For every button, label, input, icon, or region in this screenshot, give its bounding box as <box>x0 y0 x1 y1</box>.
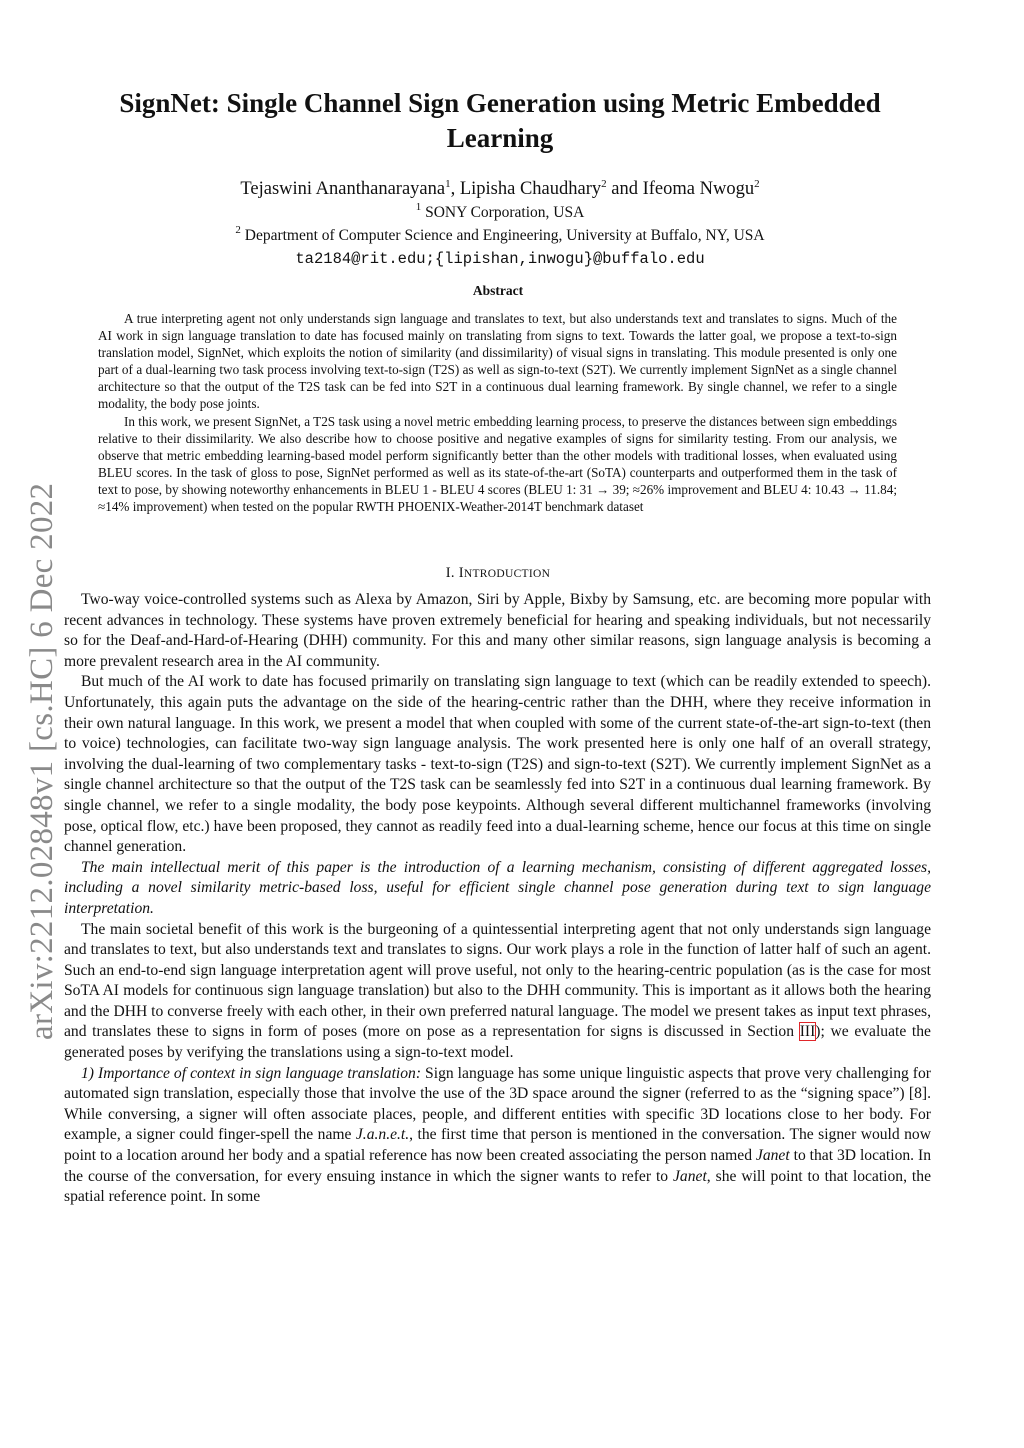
author: Tejaswini Ananthanarayana <box>240 179 446 199</box>
arxiv-stamp: arXiv:2212.02848v1 [cs.HC] 6 Dec 2022 <box>24 482 60 1040</box>
paragraph: 1) Importance of context in sign language translation: Sign language has some unique linguistic aspects that prove very challenging for automated sign translation, especially those that involve the use of the 3D space around the signer (referred to as the “signing space”) [8]. While conversing, a signer will often associate places, people, and different entities with specific 3D locations close to her body. For example, a signer could finger-spell the name J.a.n.e.t., the first time that person is mentioned in the conversation. The signer would now point to a location around her body and a spatial reference has now been created associating the person named Janet to that 3D location. In the course of the conversation, for every ensuing instance in which the signer wants to refer to Janet, she will point to that location, the spatial reference point. In some <box>64 1064 931 1206</box>
abstract-heading: Abstract <box>472 283 524 298</box>
body-text <box>64 590 931 1208</box>
author: Lipisha Chaudhary <box>459 179 602 199</box>
section-heading: I. INTRODUCTION <box>445 565 551 581</box>
abstract-paragraph: A true interpreting agent not only understands sign language and translates to text, but also understands text and translates to signs. Much of the AI work in sign language translation to date has focused mainly on translating from signs to text. Towards the latter goal, we propose a text-to-sign translation model, SignNet, which exploits the notion of similarity (and dissimilarity) of visual signs in translating. This module presented is only one part of a dual-learning two task process involving text-to-sign (T2S) as well as sign-to-text (S2T). We currently implement SignNet as a single channel architecture so that the output of the T2S task can be fed into S2T in a continuous dual learning framework. By single channel, we refer to a single modality, the body pose joints. <box>98 311 897 412</box>
paper-title: SignNet: Single Channel Sign Generation using Metric Embedded Learning <box>119 88 881 153</box>
author: Ifeoma Nwogu <box>642 179 755 199</box>
paragraph: The main societal benefit of this work is the burgeoning of a quintessential interpreting agent that not only understands sign language and translates to text, but also understands text and translates to signs. Our work plays a role in the function of latter half of such an agent. Such an end-to-end sign language interpretation agent will prove useful, not only to the hearing-centric population (as is the case for most SoTA AI models for continuous sign language translation) but also to the DHH community. This is important as it allows both the hearing and the DHH to converse freely with each other, in their own preferred natural language. The model we present takes as input text phrases, and translates these to signs in form of poses (more on pose as a representation for signs is discussed in Section III); we evaluate the generated poses by verifying the translations using a sign-to-text model. <box>64 920 931 1062</box>
subsection-heading: 1) Importance of context in sign language translation: <box>81 1064 422 1082</box>
email-line: ta2184@rit.edu;{lipishan,inwogu}@buffalo.edu <box>295 250 705 268</box>
abstract-paragraph: In this work, we present SignNet, a T2S task using a novel metric embedding learning process, to preserve the distances between sign embeddings relative to their dissimilarity. We also describe how to choose positive and negative examples of signs for similarity testing. From our analysis, we observe that metric embedding learning-based model perform significantly better than the other models with traditional losses, when evaluated using BLEU scores. In the task of gloss to pose, SignNet performed as well as its state-of-the-art (SoTA) counterparts and outperformed them in the task of text to pose, by showing noteworthy enhancements in BLEU 1 - BLEU 4 scores (BLEU 1: 31 → 39; ≈26% improvement and BLEU 4: 10.43 → 11.84; ≈14% improvement) when tested on the popular RWTH PHOENIX-Weather-2014T benchmark dataset <box>98 413 897 515</box>
paragraph: But much of the AI work to date has focused primarily on translating sign language to text (which can be readily extended to speech). Unfortunately, this again puts the advantage on the side of the hearing-centric rather than the DHH, where they receive information in their own natural language. In this work, we present a model that when coupled with some of the current state-of-the-art sign-to-text (then to voice) technologies, can facilitate two-way sign language analysis. The work presented here is only one half of an overall strategy, involving the dual-learning of two complementary tasks - text-to-sign (T2S) and sign-to-text (S2T). We currently implement SignNet as a single channel architecture so that the output of the T2S task can be seamlessly fed into S2T in a continuous dual learning framework. By single channel, we refer to a single modality, the body pose keypoints. Although several different multichannel frameworks (involving pose, optical flow, etc.) have been proposed, they cannot as readily feed into a dual-learning scheme, hence our focus at this time on single channel generation. <box>64 673 931 856</box>
paragraph: Two-way voice-controlled systems such as Alexa by Amazon, Siri by Apple, Bixby by Samsung, etc. are becoming more popular with recent advances in technology. These systems have proven extremely beneficial for hearing and speaking individuals, but not necessarily so for the Deaf-and-Hard-of-Hearing (DHH) community. For this and many other similar reasons, sign language analysis is becoming a more prevalent research area in the AI community. <box>64 591 931 670</box>
author-list: Tejaswini Ananthanarayana$^1$, Lipisha Chaudhary$^2$ and Ifeoma Nwogu$^2$ <box>240 178 760 199</box>
section-reference-link[interactable]: III <box>799 1023 816 1041</box>
abstract <box>98 310 897 515</box>
affiliation: $^2$ Department of Computer Science and Engineering, University at Buffalo, NY, USA <box>235 224 765 244</box>
affiliation: $^1$ SONY Corporation, USA <box>415 201 585 221</box>
paragraph: The main intellectual merit of this paper is the introduction of a learning mechanism, consisting of different aggregated losses, including a novel similarity metric-based loss, useful for efficient single channel pose generation during text to sign language interpretation. <box>64 858 931 917</box>
